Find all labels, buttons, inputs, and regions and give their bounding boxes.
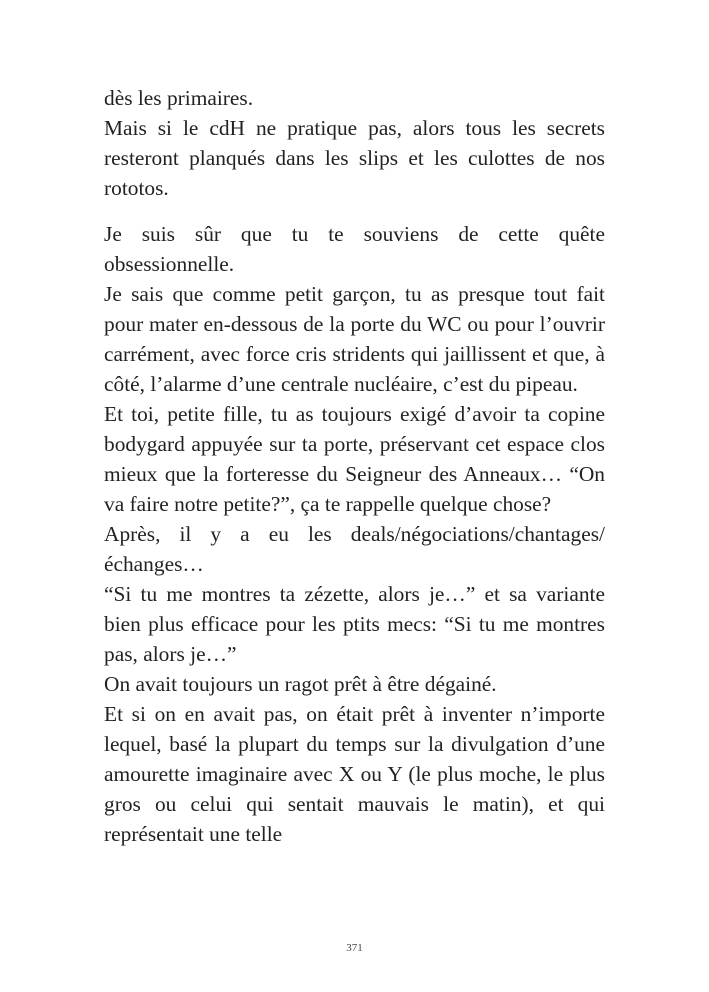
paragraph: Je sais que comme petit garçon, tu as presque tout fait pour mater en-dessous de la porte du WC ou pour l’ouvrir carrément, avec force cris stridents qui jaillissent et que, à côté, l’alarme d’une centrale nucléaire, c’est du pipeau. [104,282,605,396]
paragraph: Et toi, petite fille, tu as toujours exigé d’avoir ta copine bodygard appuyée sur ta porte, préservant cet espace clos mieux que la forteresse du Seigneur des Anneaux… “On va faire notre petite?”, ça te rappelle quelque chose? [104,402,605,516]
paragraph: Et si on en avait pas, on était prêt à inventer n’importe lequel, basé la plupart du temps sur la divulgation d’une amourette imaginaire avec X ou Y (le plus moche, le plus gros ou celui qui sentait mauvais le matin), et qui représentait une telle [104,702,605,846]
page-number: 371 [346,942,363,954]
paragraph: Je suis sûr que tu te souviens de cette quête obsessionnelle. [104,222,605,276]
page-body [104,83,605,849]
paragraph: dès les primaires. [104,86,254,110]
paragraph: “Si tu me montres ta zézette, alors je…” et sa variante bien plus efficace pour les ptits mecs: “Si tu me montres pas, alors je…” [104,582,605,666]
paragraph: Mais si le cdH ne pratique pas, alors tous les secrets resteront planqués dans les slips et les culottes de nos rototos. [104,116,605,200]
paragraph: On avait toujours un ragot prêt à être dégainé. [104,672,497,696]
paragraph: Après, il y a eu les deals/négociations/chantages/échanges… [104,522,605,576]
